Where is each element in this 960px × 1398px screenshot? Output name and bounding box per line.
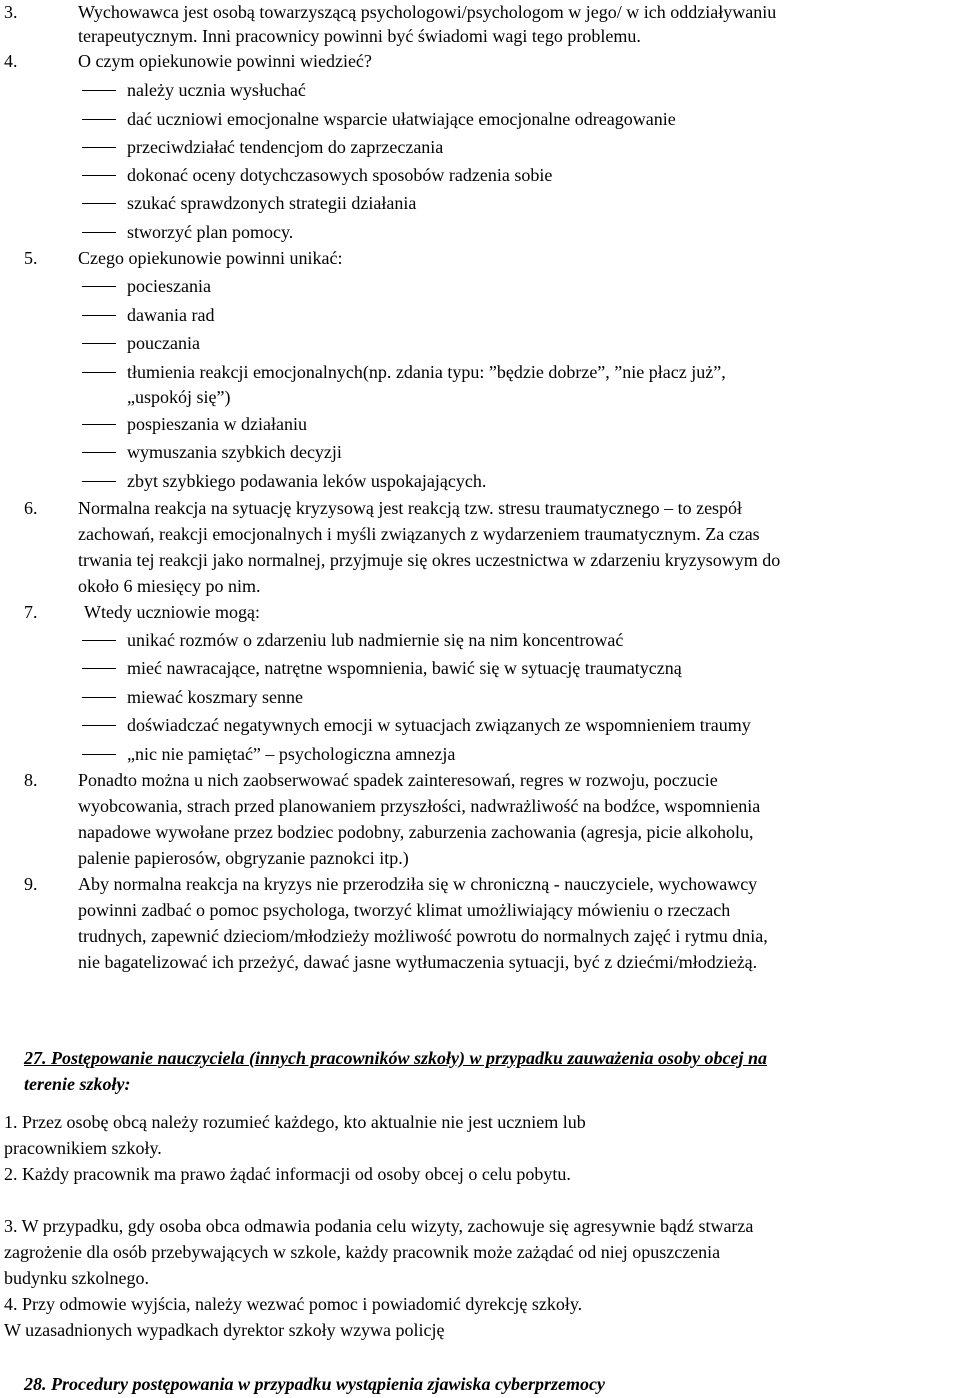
item-6-line-2: zachowań, reakcji emocjonalnych i myśli związanych z wydarzeniem traumatycznym. Za czas xyxy=(78,524,760,544)
dash-bullet-icon xyxy=(82,640,116,641)
dash-bullet-icon xyxy=(82,286,116,287)
item-7-bullet-1: unikać rozmów o zdarzeniu lub nadmiernie się na nim koncentrować xyxy=(127,630,624,650)
item-8-line-2: wyobcowania, strach przed planowaniem przyszłości, nadwrażliwość na bodźce, wspomnienia xyxy=(78,796,761,816)
item-8-line-4: palenie papierosów, obgryzanie paznokci itp.) xyxy=(78,848,409,868)
item-6-line-3: trwania tej reakcji jako normalnej, przyjmuje się okres uczestnictwa w zdarzeniu kryzysowym do xyxy=(78,550,781,570)
item-6-line-4: około 6 miesięcy po nim. xyxy=(78,576,261,596)
item-6-line-1: Normalna reakcja na sytuację kryzysową jest reakcją tzw. stresu traumatycznego – to zespół xyxy=(78,498,743,518)
item-3-line-1: Wychowawca jest osobą towarzyszącą psychologowi/psychologom w jego/ w ich oddziaływaniu xyxy=(78,2,777,22)
item-7-bullet-4: doświadczać negatywnych emocji w sytuacjach związanych ze wspomnieniem traumy xyxy=(127,715,751,735)
item-5-bullet-4-cont: „uspokój się”) xyxy=(127,387,231,407)
section-27-line-2: pracownikiem szkoły. xyxy=(4,1138,162,1158)
item-5-bullet-2: dawania rad xyxy=(127,305,215,325)
item-4-number: 4. xyxy=(4,51,18,71)
item-4-title: O czym opiekunowie powinni wiedzieć? xyxy=(78,51,372,71)
dash-bullet-icon xyxy=(82,90,116,91)
item-9-number: 9. xyxy=(24,874,38,894)
item-7-bullet-5: „nic nie pamiętać” – psychologiczna amnezja xyxy=(127,744,456,764)
item-7-bullet-2: mieć nawracające, natrętne wspomnienia, bawić się w sytuację traumatyczną xyxy=(127,658,682,678)
item-3-number: 3. xyxy=(4,2,18,22)
item-7-title: Wtedy uczniowie mogą: xyxy=(84,602,260,622)
dash-bullet-icon xyxy=(82,754,116,755)
dash-bullet-icon xyxy=(82,372,116,373)
item-8-line-3: napadowe wywołane przez bodziec podobny, zaburzenia zachowania (agresja, picie alkoholu, xyxy=(78,822,754,842)
item-4-bullet-1: należy ucznia wysłuchać xyxy=(127,80,306,100)
item-7-bullet-3: miewać koszmary senne xyxy=(127,687,303,707)
item-9-line-3: trudnych, zapewnić dzieciom/młodzieży możliwość powrotu do normalnych zajęć i rytmu dnia, xyxy=(78,926,768,946)
item-9-line-4: nie bagatelizować ich przeżyć, dawać jasne wytłumaczenia sytuacji, być z dziećmi/młodzieżą. xyxy=(78,952,758,972)
item-3-line-2: terapeutycznym. Inni pracownicy powinni być świadomi wagi tego problemu. xyxy=(78,26,641,46)
item-5-bullet-3: pouczania xyxy=(127,333,200,353)
dash-bullet-icon xyxy=(82,315,116,316)
section-27-line-1: 1. Przez osobę obcą należy rozumieć każdego, kto aktualnie nie jest uczniem lub xyxy=(4,1112,586,1132)
dash-bullet-icon xyxy=(82,424,116,425)
item-4-bullet-6: stworzyć plan pomocy. xyxy=(127,222,294,242)
dash-bullet-icon xyxy=(82,119,116,120)
item-9-line-1: Aby normalna reakcja na kryzys nie przerodziła się w chroniczną - nauczyciele, wychowawcy xyxy=(78,874,758,894)
dash-bullet-icon xyxy=(82,343,116,344)
section-27-line-5: zagrożenie dla osób przebywających w szkole, każdy pracownik może zażądać od niej opuszczenia xyxy=(4,1242,721,1262)
section-27-line-7: 4. Przy odmowie wyjścia, należy wezwać pomoc i powiadomić dyrekcję szkoły. xyxy=(4,1294,583,1314)
section-27-line-8: W uzasadnionych wypadkach dyrektor szkoły wzywa policję xyxy=(4,1320,445,1340)
dash-bullet-icon xyxy=(82,452,116,453)
dash-bullet-icon xyxy=(82,697,116,698)
item-5-title: Czego opiekunowie powinni unikać: xyxy=(78,248,343,268)
item-6-number: 6. xyxy=(24,498,38,518)
item-8-number: 8. xyxy=(24,770,38,790)
dash-bullet-icon xyxy=(82,147,116,148)
item-9-line-2: powinni zadbać o pomoc psychologa, tworzyć klimat umożliwiający mówieniu o rzeczach xyxy=(78,900,731,920)
dash-bullet-icon xyxy=(82,668,116,669)
item-5-bullet-7: zbyt szybkiego podawania leków uspokajających. xyxy=(127,471,487,491)
dash-bullet-icon xyxy=(82,203,116,204)
item-7-number: 7. xyxy=(24,602,38,622)
section-27-line-6: budynku szkolnego. xyxy=(4,1268,149,1288)
item-5-bullet-6: wymuszania szybkich decyzji xyxy=(127,442,342,462)
item-4-bullet-3: przeciwdziałać tendencjom do zaprzeczania xyxy=(127,137,444,157)
dash-bullet-icon xyxy=(82,175,116,176)
item-4-bullet-5: szukać sprawdzonych strategii działania xyxy=(127,193,417,213)
dash-bullet-icon xyxy=(82,481,116,482)
item-5-bullet-1: pocieszania xyxy=(127,276,211,296)
section-27-heading-cont: terenie szkoły: xyxy=(24,1074,131,1094)
dash-bullet-icon xyxy=(82,232,116,233)
section-28-heading: 28. Procedury postępowania w przypadku wystąpienia zjawiska cyberprzemocy xyxy=(24,1374,605,1394)
item-5-bullet-4: tłumienia reakcji emocjonalnych(np. zdania typu: ”będzie dobrze”, ”nie płacz już”, xyxy=(127,362,726,382)
section-27-heading: 27. Postępowanie nauczyciela (innych pracowników szkoły) w przypadku zauważenia osoby obcej na xyxy=(24,1048,768,1068)
item-4-bullet-2: dać uczniowi emocjonalne wsparcie ułatwiające emocjonalne odreagowanie xyxy=(127,109,676,129)
item-5-bullet-5: pospieszania w działaniu xyxy=(127,414,307,434)
item-4-bullet-4: dokonać oceny dotychczasowych sposobów radzenia sobie xyxy=(127,165,553,185)
item-8-line-1: Ponadto można u nich zaobserwować spadek zainteresowań, regres w rozwoju, poczucie xyxy=(78,770,718,790)
section-27-line-3: 2. Każdy pracownik ma prawo żądać informacji od osoby obcej o celu pobytu. xyxy=(4,1164,571,1184)
dash-bullet-icon xyxy=(82,725,116,726)
section-27-line-4: 3. W przypadku, gdy osoba obca odmawia podania celu wizyty, zachowuje się agresywnie bądź stwarza xyxy=(4,1216,754,1236)
item-5-number: 5. xyxy=(24,248,38,268)
